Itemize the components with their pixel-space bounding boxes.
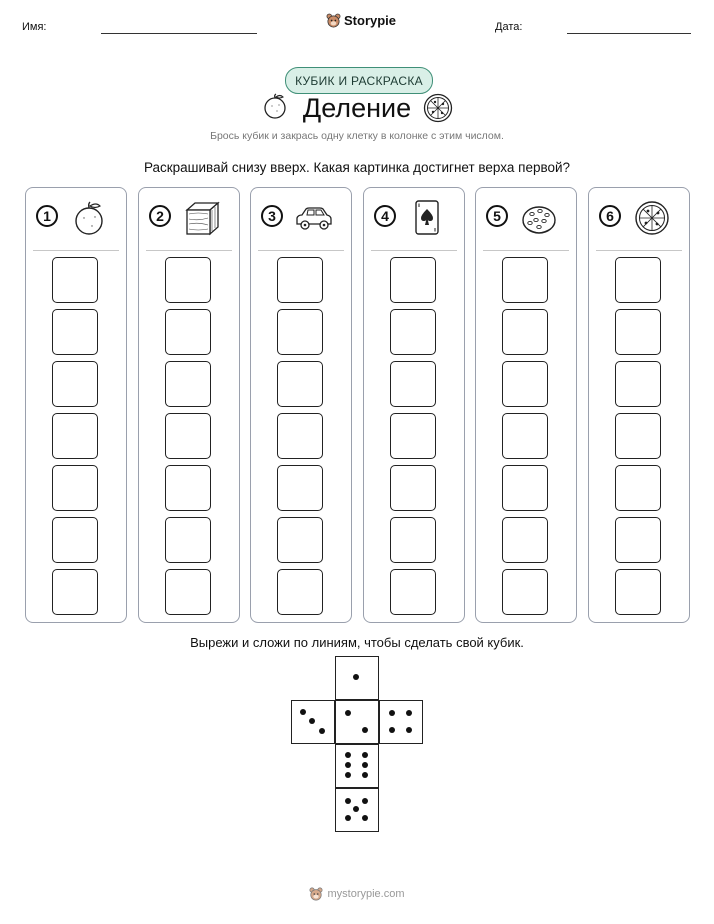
column-number: 2 — [149, 205, 171, 227]
playing-card-spade-icon — [408, 200, 446, 236]
color-cell[interactable] — [615, 257, 661, 303]
color-cell[interactable] — [165, 465, 211, 511]
color-cell[interactable] — [277, 465, 323, 511]
color-cell[interactable] — [615, 465, 661, 511]
column-divider — [483, 250, 569, 251]
dice-pip — [406, 710, 412, 716]
dice-pip — [406, 727, 412, 733]
color-cell[interactable] — [390, 361, 436, 407]
subtitle: Брось кубик и закрась одну клетку в колонке с этим числом. — [210, 130, 504, 142]
dice-pip — [319, 728, 325, 734]
brand-logo — [326, 13, 396, 28]
color-cell[interactable] — [277, 361, 323, 407]
column-number: 5 — [486, 205, 508, 227]
dice-face-1 — [335, 656, 379, 700]
color-cell[interactable] — [615, 361, 661, 407]
instruction-text: Раскрашивай снизу вверх. Какая картинка достигнет верха первой? — [143, 160, 571, 175]
color-cell[interactable] — [52, 309, 98, 355]
dice-pip — [362, 772, 368, 778]
car-icon — [295, 200, 333, 236]
dice-pip — [362, 798, 368, 804]
column-divider — [371, 250, 457, 251]
color-cell[interactable] — [52, 257, 98, 303]
dice-pip — [362, 727, 368, 733]
dice-pip — [389, 710, 395, 716]
pizza-icon — [633, 200, 671, 236]
dice-face-3 — [291, 700, 335, 744]
column-number: 3 — [261, 205, 283, 227]
column-6 — [588, 187, 690, 623]
dice-pip — [300, 709, 306, 715]
name-line — [101, 33, 257, 34]
color-cell[interactable] — [390, 309, 436, 355]
dice-pip — [345, 762, 351, 768]
color-cell[interactable] — [52, 361, 98, 407]
dice-face-6 — [335, 744, 379, 788]
color-cell[interactable] — [390, 413, 436, 459]
color-cell[interactable] — [277, 569, 323, 615]
color-cell[interactable] — [165, 309, 211, 355]
color-cell[interactable] — [502, 517, 548, 563]
storypie-bear-icon — [326, 13, 341, 28]
color-cell[interactable] — [502, 569, 548, 615]
page-title: Деление — [302, 93, 412, 123]
color-cell[interactable] — [502, 465, 548, 511]
brand-name: Storypie — [344, 13, 397, 28]
dice-face-2 — [335, 700, 379, 744]
dice-pip — [345, 772, 351, 778]
dice-pip — [345, 798, 351, 804]
color-cell[interactable] — [502, 257, 548, 303]
color-cell[interactable] — [52, 517, 98, 563]
color-cell[interactable] — [277, 309, 323, 355]
color-cell[interactable] — [277, 413, 323, 459]
cut-instruction: Вырежи и сложи по линиям, чтобы сделать свой кубик. — [190, 635, 524, 650]
date-label: Дата: — [495, 21, 523, 33]
dice-pip — [362, 752, 368, 758]
color-cell[interactable] — [52, 465, 98, 511]
footer-url[interactable]: mystorypie.com — [327, 888, 405, 900]
color-cell[interactable] — [52, 569, 98, 615]
footer — [0, 887, 714, 901]
color-cell[interactable] — [502, 413, 548, 459]
dice-pip — [345, 815, 351, 821]
name-label: Имя: — [22, 21, 47, 33]
column-3 — [250, 187, 352, 623]
color-cell[interactable] — [165, 413, 211, 459]
column-number: 4 — [374, 205, 396, 227]
category-badge: КУБИК И РАСКРАСКА — [285, 67, 433, 94]
color-cell[interactable] — [502, 361, 548, 407]
column-4 — [363, 187, 465, 623]
column-divider — [258, 250, 344, 251]
dice-pip — [345, 710, 351, 716]
color-cell[interactable] — [615, 569, 661, 615]
color-cell[interactable] — [52, 413, 98, 459]
column-divider — [596, 250, 682, 251]
column-2 — [138, 187, 240, 623]
color-cell[interactable] — [502, 309, 548, 355]
color-cell[interactable] — [615, 517, 661, 563]
dice-pip — [389, 727, 395, 733]
dice-pip — [345, 752, 351, 758]
color-cell[interactable] — [390, 257, 436, 303]
dice-pip — [353, 674, 359, 680]
dice-pip — [353, 806, 359, 812]
dice-face-5 — [335, 788, 379, 832]
dice-pip — [362, 815, 368, 821]
orange-icon — [70, 200, 108, 236]
column-number: 6 — [599, 205, 621, 227]
color-cell[interactable] — [390, 465, 436, 511]
cookie-icon — [520, 200, 558, 236]
column-1 — [25, 187, 127, 623]
dice-pip — [362, 762, 368, 768]
color-cell[interactable] — [390, 569, 436, 615]
color-cell[interactable] — [165, 569, 211, 615]
color-cell[interactable] — [165, 257, 211, 303]
dice-face-4 — [379, 700, 423, 744]
color-cell[interactable] — [277, 257, 323, 303]
dice-pip — [309, 718, 315, 724]
pizza-icon — [423, 93, 453, 123]
color-cell[interactable] — [390, 517, 436, 563]
color-cell[interactable] — [165, 361, 211, 407]
color-cell[interactable] — [165, 517, 211, 563]
wood-block-icon — [183, 200, 221, 236]
column-divider — [146, 250, 232, 251]
date-line — [567, 33, 691, 34]
color-cell[interactable] — [615, 309, 661, 355]
dice-net — [291, 656, 425, 834]
column-divider — [33, 250, 119, 251]
storypie-bear-icon — [309, 887, 323, 901]
column-5 — [475, 187, 577, 623]
column-number: 1 — [36, 205, 58, 227]
color-cell[interactable] — [277, 517, 323, 563]
color-cell[interactable] — [615, 413, 661, 459]
